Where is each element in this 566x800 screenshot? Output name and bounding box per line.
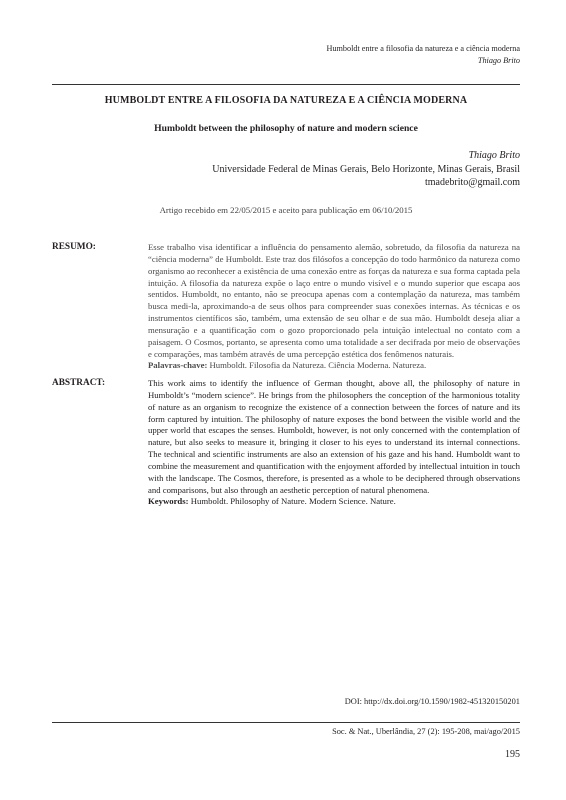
footer-divider: [52, 722, 520, 723]
resumo-section: [148, 242, 520, 372]
resumo-body: Esse trabalho visa identificar a influência do pensamento alemão, sobretudo, da filosofia da natureza na “ciência moderna” de Humboldt. Este traz dos filósofos a concepção do todo harmônico da natureza como organismo ao reconhecer a existência de uma conexão entre as forças da natureza e sua forma captada pela intuição. A filosofia da natureza expõe o laço entre o mundo visível e o mundo superior que escapa aos sentidos. Humboldt, no entanto, não se preocupa apenas com a contemplação da natureza, mas também busca medi-la, aproximando-a de seus olhos para compreender suas conexões internas. As técnicas e os instrumentos científicos são, também, uma extensão de seu olhar e de sua mão. Humboldt deseja aliar a mensuração e a quantificação com o gozo proporcionado pela intuição intelectual no contato com a paisagem. O Cosmos, portanto, se apresenta como uma totalidade a ser decifrada por meio de observações e comparações, mas também através de uma percepção estética dos fenômenos naturais.: [148, 242, 520, 359]
author-email[interactable]: tmadebrito@gmail.com: [424, 177, 520, 189]
resumo-label: RESUMO:: [52, 242, 96, 252]
running-head-author: Thiago Brito: [477, 56, 520, 65]
header-divider: [52, 84, 520, 85]
abstract-keywords-label: Keywords:: [148, 496, 189, 507]
abstract-body: This work aims to identify the influence of German thought, above all, the philosophy of nature in Humboldt’s “modern science”. He brings from the philosophers the conception of the harmonious totality of nature as an organism to recognize the existence of a connection between the forces of nature and its form captured by intuition. The philosophy of nature exposes the bond between the visible world and the upper world that escapes the senses. Humboldt, however, is not only concerned with the contemplation of nature, but also seeks to measure it, bringing it closer to his eyes to understand its internal connections. The technical and scientific instruments are also an extension of his gaze and his hand. Humboldt want to combine the measurement and quantification with the enjoyment afforded by intellectual intuition in touch with the landscape. The Cosmos, therefore, is presented as a whole to be deciphered through observations and comparisons, but also through an aesthetic perception of natural phenomena.: [148, 378, 520, 495]
running-head: [327, 43, 520, 67]
received-dates: Artigo recebido em 22/05/2015 e aceito para publicação em 06/10/2015: [159, 205, 413, 215]
article-title: HUMBOLDT ENTRE A FILOSOFIA DA NATUREZA E A CIÊNCIA MODERNA: [104, 95, 468, 106]
abstract-keywords: Humboldt. Philosophy of Nature. Modern Science. Nature.: [190, 496, 396, 507]
running-head-title: Humboldt entre a filosofia da natureza e a ciência moderna: [326, 44, 520, 53]
abstract-section: [148, 378, 520, 508]
resumo-keywords-label: Palavras-chave:: [148, 360, 208, 371]
resumo-keywords: Humboldt. Filosofia da Natureza. Ciência Moderna. Natureza.: [209, 360, 427, 371]
abstract-label: ABSTRACT:: [52, 378, 106, 388]
article-subtitle: Humboldt between the philosophy of nature and modern science: [154, 123, 418, 134]
journal-citation: Soc. & Nat., Uberlândia, 27 (2): 195-208, mai/ago/2015: [332, 727, 520, 736]
doi-link[interactable]: DOI: http://dx.doi.org/10.1590/1982-451320150201: [344, 697, 520, 706]
author-block: [212, 149, 520, 190]
page-number: 195: [505, 749, 520, 760]
author-affiliation: Universidade Federal de Minas Gerais, Belo Horizonte, Minas Gerais, Brasil: [212, 163, 520, 175]
author-name: Thiago Brito: [468, 150, 520, 161]
